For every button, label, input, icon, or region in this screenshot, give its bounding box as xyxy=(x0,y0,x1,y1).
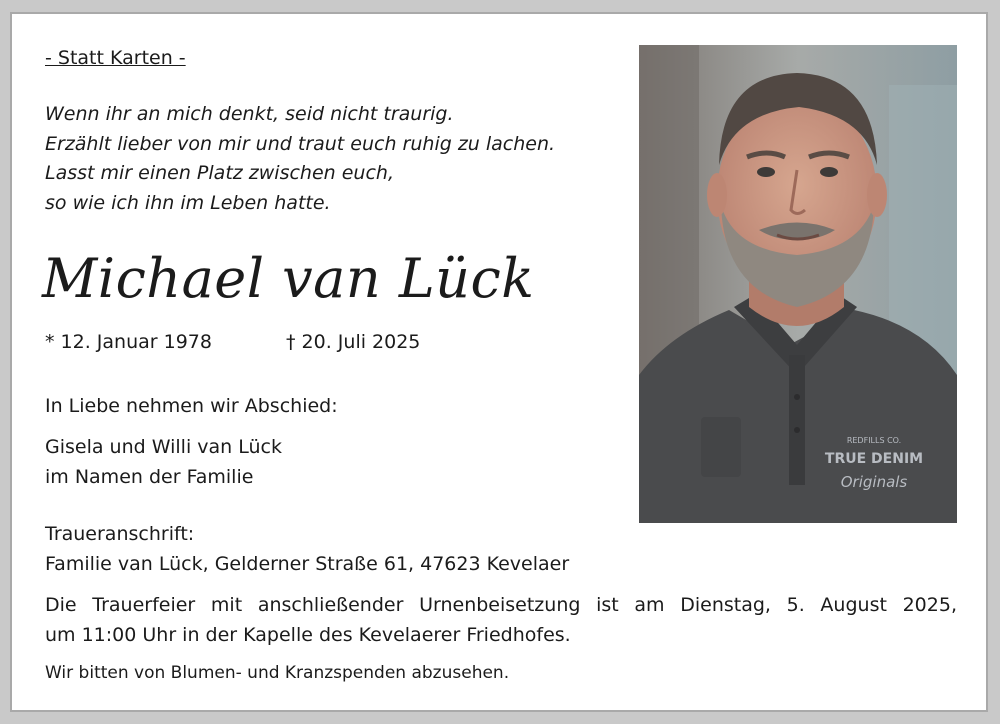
portrait-illustration xyxy=(639,45,957,523)
shirt-print-line: TRUE DENIM xyxy=(824,451,924,467)
ceremony-info xyxy=(45,590,957,650)
poem xyxy=(45,100,555,218)
mourning-address xyxy=(45,519,569,579)
shirt-print-line: REDFILLS CO. xyxy=(846,436,902,445)
header-label: - Statt Karten - xyxy=(45,47,186,69)
farewell-intro: In Liebe nehmen wir Abschied: xyxy=(45,395,338,417)
obituary-card xyxy=(10,12,988,712)
family-subline: im Namen der Familie xyxy=(45,466,254,488)
address-text: Familie van Lück, Gelderner Straße 61, 47623 Kevelaer xyxy=(45,553,570,575)
birth-date: * 12. Januar 1978 xyxy=(45,331,212,353)
poem-line: Lasst mir einen Platz zwischen euch, xyxy=(45,162,394,184)
deceased-name: Michael van Lück xyxy=(42,247,535,310)
death-date: † 20. Juli 2025 xyxy=(286,331,421,353)
life-dates xyxy=(45,328,421,357)
ceremony-line: Die Trauerfeier mit anschließender Urnenbeisetzung ist am Dienstag, 5. August 2025, xyxy=(45,594,957,616)
address-label: Traueranschrift: xyxy=(45,523,195,545)
portrait-photo xyxy=(639,45,957,523)
ceremony-line: um 11:00 Uhr in der Kapelle des Kevelaerer Friedhofes. xyxy=(45,624,571,646)
poem-line: so wie ich ihn im Leben hatte. xyxy=(45,191,331,214)
shirt-print-line: Originals xyxy=(840,473,908,491)
poem-line: Wenn ihr an mich denkt, seid nicht traurig. xyxy=(45,103,454,125)
family-signature xyxy=(45,432,282,492)
flower-note: Wir bitten von Blumen- und Kranzspenden abzusehen. xyxy=(45,663,510,683)
poem-line: Erzählt lieber von mir und traut euch ruhig zu lachen. xyxy=(45,132,556,155)
family-names: Gisela und Willi van Lück xyxy=(45,436,282,458)
